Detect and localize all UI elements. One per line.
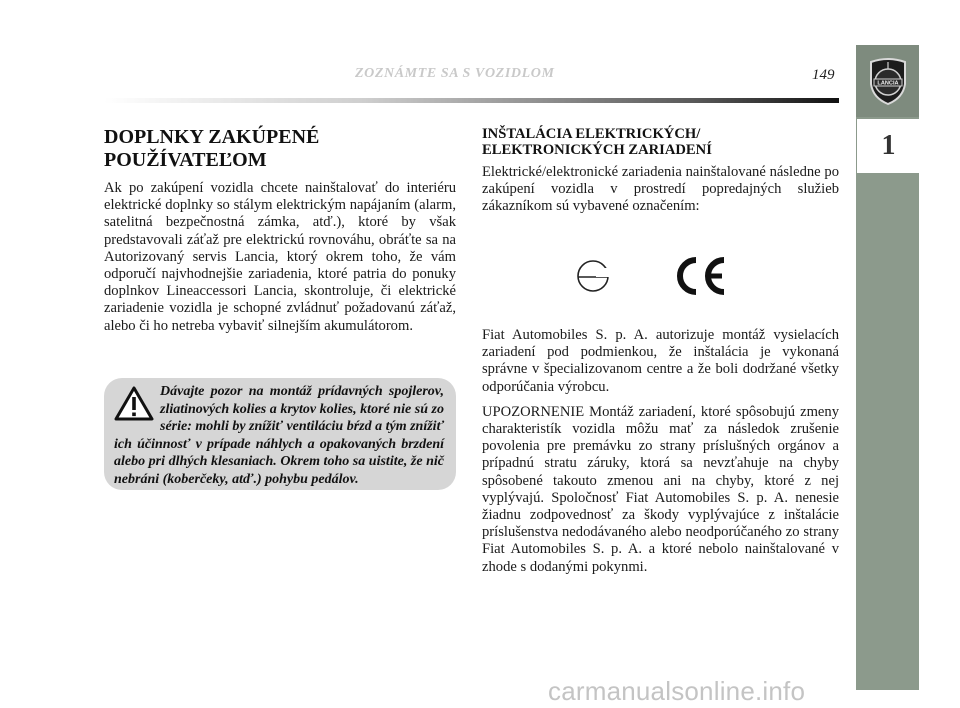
heading-line-1: DOPLNKY ZAKÚPENÉ: [104, 126, 320, 148]
installation-intro: Elektrické/elektronické zariadenia nainštalované následne po zakúpení vozidla v prostredí popredajných služieb zákazníkom sú vybavené označením:: [482, 164, 839, 215]
caution-paragraph: UPOZORNENIE Montáž zariadení, ktoré spôsobujú zmeny charakteristík vozidla môžu mať za následok zrušenie povolenia pre premávku zo strany príslušných orgánov a prípadnú stratu záruky, ktorá sa nevzťahuje na chyby spôsobené takouto zmenou ani na chyby, ktoré z nej vyplývajú. Spoločnosť Fiat Automobiles S. p. A. nenesie žiadnu zodpovednosť za škody vyplývajúce z inštalácie príslušenstva nedodávaného alebo neodporúčaného zo strany Fiat Automobiles S. p. A. a ktoré nebolo nainštalované v zhode s dodanými pokynmi.: [482, 403, 839, 575]
certification-symbols: [482, 250, 839, 302]
section-heading-accessories: [104, 126, 456, 172]
chapter-side-tab: [856, 45, 919, 690]
header-rule: [104, 98, 839, 103]
chapter-box: [856, 119, 920, 173]
lancia-logo-icon: [865, 54, 911, 108]
right-lower-column: [482, 327, 839, 576]
header-title: ZOZNÁMTE SA S VOZIDLOM: [355, 66, 555, 81]
heading-line-2: POUŽÍVATEĽOM: [104, 149, 267, 171]
logo-box: [856, 45, 919, 117]
right-column: [482, 126, 839, 216]
e-mark-icon: [574, 256, 612, 296]
page-number: 149: [812, 67, 835, 83]
authorization-paragraph: Fiat Automobiles S. p. A. autorizuje montáž vysielacích zariadení pod podmienkou, že inštalácia je vykonaná správne v špecializovanom centre a že boli dodržané všetky odporúčania výrobcu.: [482, 327, 839, 395]
accessories-paragraph: Ak po zakúpení vozidla chcete nainštalovať do interiéru elektrické doplnky so stálym elektrickým napájaním (alarm, satelitná bezpečnostná zámka, atď.), ktoré by však predstavovali záťaž pre elektrickú rovnováhu, obráťte sa na Autorizovaný servis Lancia, ktorý okrem toho, že vám odporučí najvhodnejšie zariadenia, ktoré patria do ponuky doplnkov Lineaccessori Lancia, skontroluje, či elektrické zariadenie vozidla je schopné zvládnuť požadovanú záťaž, alebo či ho netreba vybaviť silnejším akumulátorom.: [104, 180, 456, 334]
watermark: carmanualsonline.info: [548, 676, 806, 706]
ce-mark-icon: [672, 254, 728, 298]
heading-line-2: ELEKTRONICKÝCH ZARIADENÍ: [482, 142, 712, 158]
section-heading-installation: [482, 126, 839, 158]
warning-text: Dávajte pozor na montáž prídavných spojlerov, zliatinových kolies a krytov kolies, ktoré nie sú zo série: mohli by znížiť ventiláciu bŕzd a tým znížiť ich účinnosť v prípade náhlych a opakovaných brzdení alebo pri dlhých klesaniach. Okrem toho sa uistite, že nič nebráni (koberčeky, atď.) pohybu pedálov.: [114, 384, 445, 487]
left-column: [104, 126, 456, 335]
heading-line-1: INŠTALÁCIA ELEKTRICKÝCH/: [482, 126, 701, 142]
logo-text: LANCIA: [876, 80, 899, 87]
chapter-number: 1: [881, 130, 896, 161]
warning-box: [104, 378, 456, 490]
